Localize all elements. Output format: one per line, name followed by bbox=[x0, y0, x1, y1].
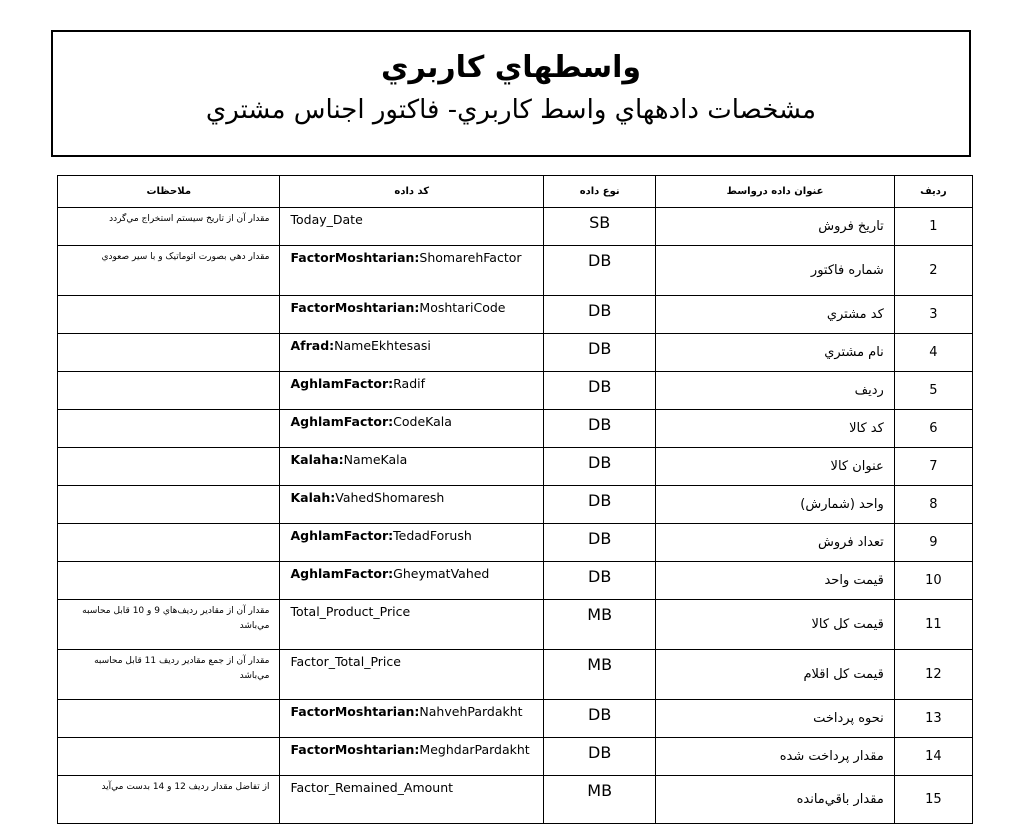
table-row bbox=[58, 738, 973, 776]
cell-title: قيمت كل اقلام bbox=[656, 650, 895, 700]
cell-code bbox=[280, 486, 544, 524]
cell-notes bbox=[58, 296, 280, 334]
cell-row-number: 12 bbox=[894, 650, 972, 700]
cell-type: DB bbox=[544, 410, 656, 448]
cell-row-number: 15 bbox=[894, 776, 972, 824]
cell-code bbox=[280, 600, 544, 650]
cell-row-number: 13 bbox=[894, 700, 972, 738]
cell-notes: از تفاضل مقدار رديف 12 و 14 بدست مي‌آيد bbox=[58, 776, 280, 824]
data-table bbox=[57, 175, 973, 824]
cell-notes: مقدار دهي بصورت اتوماتيک و با سير صعودي bbox=[58, 246, 280, 296]
cell-type: DB bbox=[544, 700, 656, 738]
cell-notes: مقدار آن از مقادير رديف‌هاي 9 و 10 قابل محاسبه مي‌باشد bbox=[58, 600, 280, 650]
title-box bbox=[51, 30, 971, 157]
table-row bbox=[58, 246, 973, 296]
table-row bbox=[58, 486, 973, 524]
cell-code-prefix: Afrad: bbox=[290, 338, 335, 353]
table-row bbox=[58, 448, 973, 486]
cell-code bbox=[280, 562, 544, 600]
cell-title: تعداد فروش bbox=[656, 524, 895, 562]
table-header-row bbox=[58, 176, 973, 208]
cell-title: كد كالا bbox=[656, 410, 895, 448]
cell-row-number: 8 bbox=[894, 486, 972, 524]
cell-row-number: 9 bbox=[894, 524, 972, 562]
cell-code-field: NahvehPardakht bbox=[419, 704, 523, 719]
cell-row-number: 14 bbox=[894, 738, 972, 776]
cell-code-prefix: AghlamFactor: bbox=[290, 414, 394, 429]
table-row bbox=[58, 524, 973, 562]
cell-code-field: MeghdarPardakht bbox=[419, 742, 530, 757]
cell-type: MB bbox=[544, 776, 656, 824]
cell-code-field: ShomarehFactor bbox=[419, 250, 522, 265]
cell-title: مقدار پرداخت شده bbox=[656, 738, 895, 776]
cell-notes bbox=[58, 448, 280, 486]
cell-type: DB bbox=[544, 562, 656, 600]
cell-notes: مقدار آن از جمع مقادير رديف 11 قابل محاسبه مي‌باشد bbox=[58, 650, 280, 700]
cell-type: DB bbox=[544, 334, 656, 372]
cell-code-field: Factor_Remained_Amount bbox=[290, 780, 454, 795]
cell-title: قيمت واحد bbox=[656, 562, 895, 600]
cell-code-prefix: Kalah: bbox=[290, 490, 336, 505]
cell-code-field: Today_Date bbox=[290, 212, 363, 227]
cell-row-number: 3 bbox=[894, 296, 972, 334]
header-code: كد داده bbox=[280, 176, 544, 208]
page-subtitle: مشخصات دادههاي واسط كاربري- فاكتور اجناس مشتري bbox=[205, 95, 817, 125]
cell-type: DB bbox=[544, 246, 656, 296]
header-type: نوع داده bbox=[544, 176, 656, 208]
header-title: عنوان داده درواسط bbox=[656, 176, 895, 208]
cell-notes bbox=[58, 334, 280, 372]
table-row bbox=[58, 410, 973, 448]
cell-notes bbox=[58, 738, 280, 776]
cell-title: نام مشتري bbox=[656, 334, 895, 372]
cell-code-field: MoshtariCode bbox=[419, 300, 506, 315]
cell-code-field: NameKala bbox=[343, 452, 408, 467]
cell-code-prefix: FactorMoshtarian: bbox=[290, 300, 420, 315]
cell-notes bbox=[58, 410, 280, 448]
table-row bbox=[58, 372, 973, 410]
table-row bbox=[58, 562, 973, 600]
cell-code-prefix: FactorMoshtarian: bbox=[290, 250, 420, 265]
cell-row-number: 10 bbox=[894, 562, 972, 600]
cell-notes bbox=[58, 486, 280, 524]
table-body bbox=[58, 208, 973, 824]
cell-code bbox=[280, 246, 544, 296]
cell-code-prefix: AghlamFactor: bbox=[290, 566, 394, 581]
cell-type: DB bbox=[544, 486, 656, 524]
cell-code bbox=[280, 208, 544, 246]
cell-code-prefix: FactorMoshtarian: bbox=[290, 704, 420, 719]
table-row bbox=[58, 334, 973, 372]
cell-code-prefix: FactorMoshtarian: bbox=[290, 742, 420, 757]
cell-code-field: Total_Product_Price bbox=[290, 604, 411, 619]
cell-type: DB bbox=[544, 448, 656, 486]
cell-row-number: 2 bbox=[894, 246, 972, 296]
cell-code-prefix: AghlamFactor: bbox=[290, 528, 394, 543]
cell-notes bbox=[58, 700, 280, 738]
cell-code bbox=[280, 410, 544, 448]
cell-title: تاريخ فروش bbox=[656, 208, 895, 246]
cell-code bbox=[280, 296, 544, 334]
cell-code-field: GheymatVahed bbox=[393, 566, 490, 581]
cell-code bbox=[280, 524, 544, 562]
cell-code-field: CodeKala bbox=[393, 414, 452, 429]
cell-code bbox=[280, 334, 544, 372]
cell-notes: مقدار آن از تاريخ سيستم استخراج مي‌گردد bbox=[58, 208, 280, 246]
cell-notes bbox=[58, 562, 280, 600]
cell-code-field: Radif bbox=[393, 376, 426, 391]
cell-code-prefix: AghlamFactor: bbox=[290, 376, 394, 391]
cell-code bbox=[280, 700, 544, 738]
cell-row-number: 6 bbox=[894, 410, 972, 448]
cell-type: MB bbox=[544, 600, 656, 650]
cell-type: SB bbox=[544, 208, 656, 246]
cell-row-number: 4 bbox=[894, 334, 972, 372]
page-title: واسطهاي كاربري bbox=[380, 50, 642, 85]
cell-code bbox=[280, 776, 544, 824]
cell-type: DB bbox=[544, 296, 656, 334]
table-row bbox=[58, 650, 973, 700]
cell-code-field: TedadForush bbox=[393, 528, 472, 543]
cell-title: كد مشتري bbox=[656, 296, 895, 334]
cell-row-number: 1 bbox=[894, 208, 972, 246]
cell-notes bbox=[58, 372, 280, 410]
cell-title: مقدار باقي‌مانده bbox=[656, 776, 895, 824]
cell-code bbox=[280, 738, 544, 776]
cell-title: شماره فاكتور bbox=[656, 246, 895, 296]
cell-code-field: NameEkhtesasi bbox=[334, 338, 431, 353]
cell-code-field: VahedShomaresh bbox=[335, 490, 445, 505]
cell-notes bbox=[58, 524, 280, 562]
table-row bbox=[58, 600, 973, 650]
cell-row-number: 11 bbox=[894, 600, 972, 650]
cell-type: MB bbox=[544, 650, 656, 700]
cell-code bbox=[280, 650, 544, 700]
cell-row-number: 5 bbox=[894, 372, 972, 410]
header-notes: ملاحظات bbox=[58, 176, 280, 208]
cell-row-number: 7 bbox=[894, 448, 972, 486]
cell-title: رديف bbox=[656, 372, 895, 410]
cell-code bbox=[280, 448, 544, 486]
table-row bbox=[58, 700, 973, 738]
cell-code bbox=[280, 372, 544, 410]
cell-type: DB bbox=[544, 372, 656, 410]
cell-title: واحد (شمارش) bbox=[656, 486, 895, 524]
cell-code-field: Factor_Total_Price bbox=[290, 654, 401, 669]
header-row: رديف bbox=[894, 176, 972, 208]
cell-type: DB bbox=[544, 524, 656, 562]
cell-type: DB bbox=[544, 738, 656, 776]
table-row bbox=[58, 296, 973, 334]
table-row bbox=[58, 208, 973, 246]
cell-code-prefix: Kalaha: bbox=[290, 452, 344, 467]
table-row bbox=[58, 776, 973, 824]
cell-title: قيمت كل كالا bbox=[656, 600, 895, 650]
cell-title: عنوان كالا bbox=[656, 448, 895, 486]
cell-title: نحوه پرداخت bbox=[656, 700, 895, 738]
